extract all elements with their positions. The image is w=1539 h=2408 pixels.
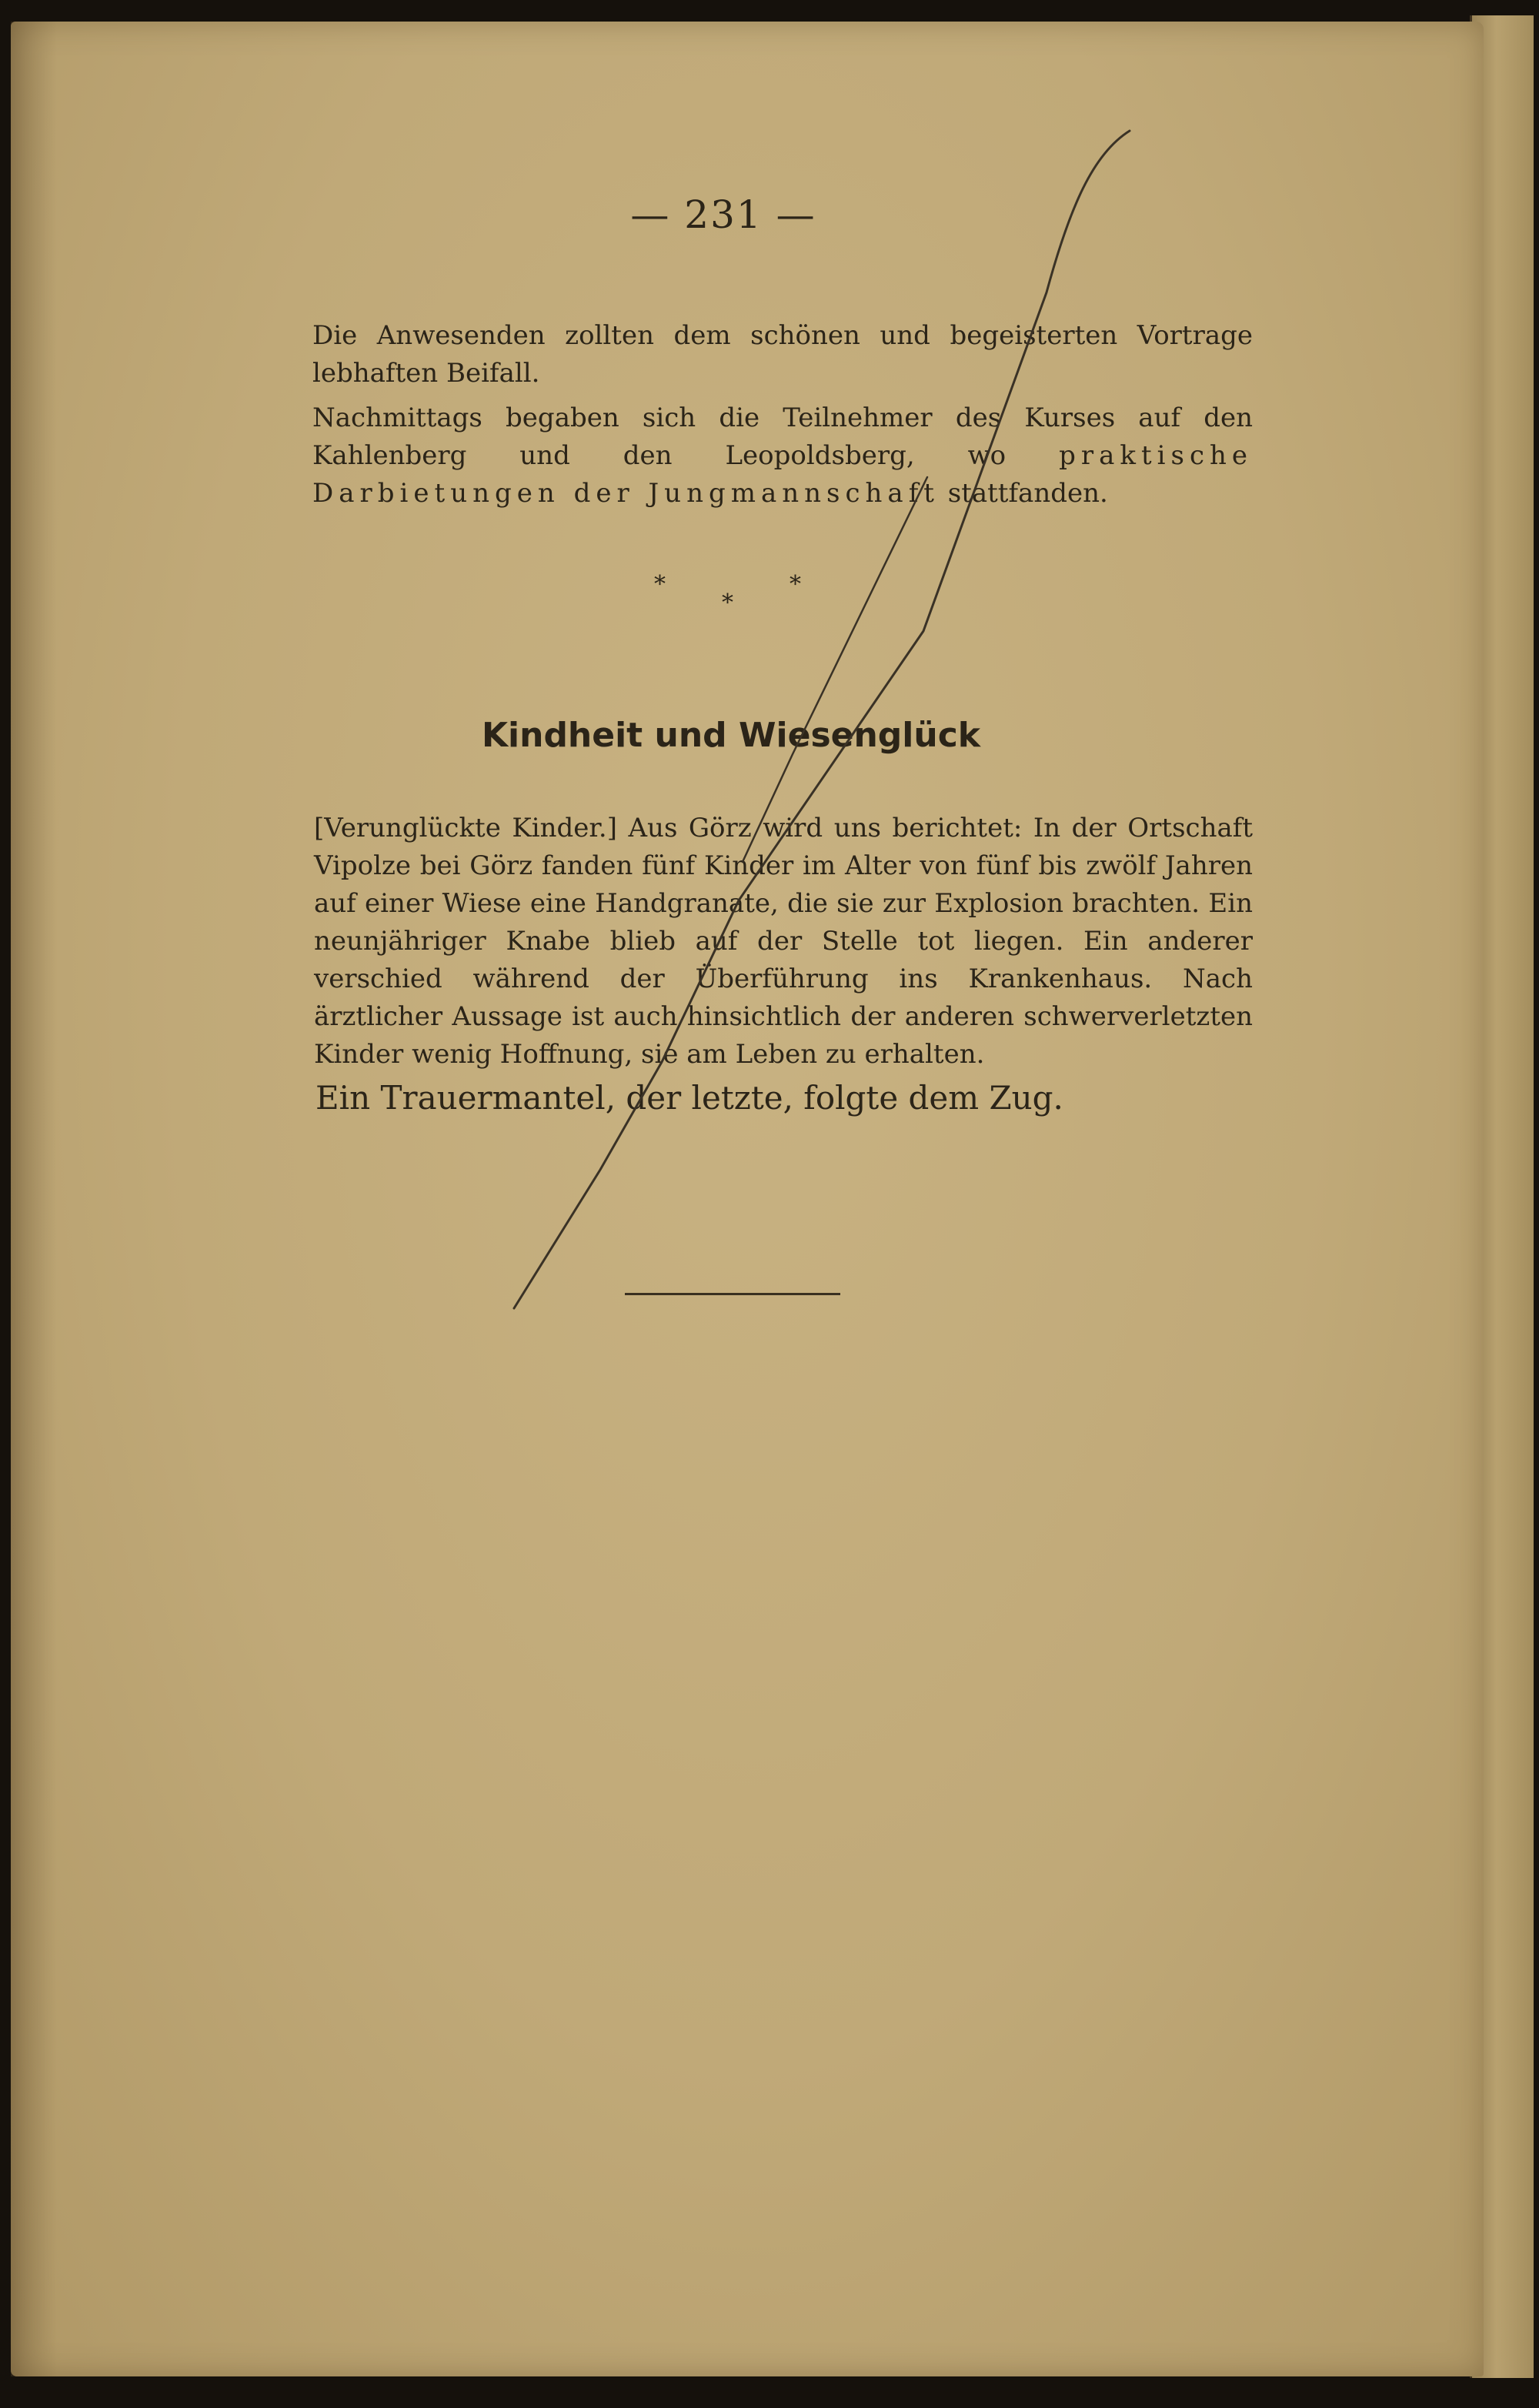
article-body: [208, 810, 1253, 1074]
closing-rule: [625, 1293, 840, 1295]
page-number: — 231 —: [630, 192, 816, 237]
afternoon-lead: Nachmittags begaben sich die Teilnehmer des Kurses auf den Kahlenberg und den Leopoldsberg, wo: [312, 402, 1253, 471]
afternoon-tail: stattfanden.: [947, 478, 1108, 509]
separator-star-left: *: [654, 571, 666, 598]
paragraph-afternoon: [206, 399, 1253, 513]
article-body-text: [Verunglückte Kinder.] Aus Görz wird uns berichtet: In der Ortschaft Vipolze bei Görz fanden fünf Kinder im Alter von fünf bis zwölf Jahren auf einer Wiese eine Handgranate, die sie zur Explosion brachten. Ein neunjähriger Knabe blieb auf der Stelle tot liegen. Ein anderer verschied während der Überführung ins Krankenhaus. Nach ärztlicher Aussage ist auch hinsichtlich der anderen schwerverletzten Kinder wenig Hoffnung, sie am Leben zu erhalten.: [314, 813, 1253, 1070]
page-gutter-shadow: [11, 22, 57, 2376]
asterism-separator: [646, 571, 816, 617]
separator-star-right: *: [790, 571, 801, 598]
article-heading: Kindheit und Wiesenglück: [481, 716, 981, 755]
article-verse-line: Ein Trauermantel, der letzte, folgte dem Zug.: [315, 1079, 1063, 1117]
separator-star-middle: *: [722, 589, 733, 616]
paragraph-afternoon-text: [206, 399, 1253, 513]
paragraph-applause-text: Die Anwesenden zollten dem schönen und begeisterten Vortrage lebhaften Beifall.: [312, 320, 1253, 389]
afternoon-spaced-emphasis: praktische Darbietungen der Jungmannschaft: [312, 440, 1253, 509]
paragraph-applause: [206, 317, 1253, 392]
